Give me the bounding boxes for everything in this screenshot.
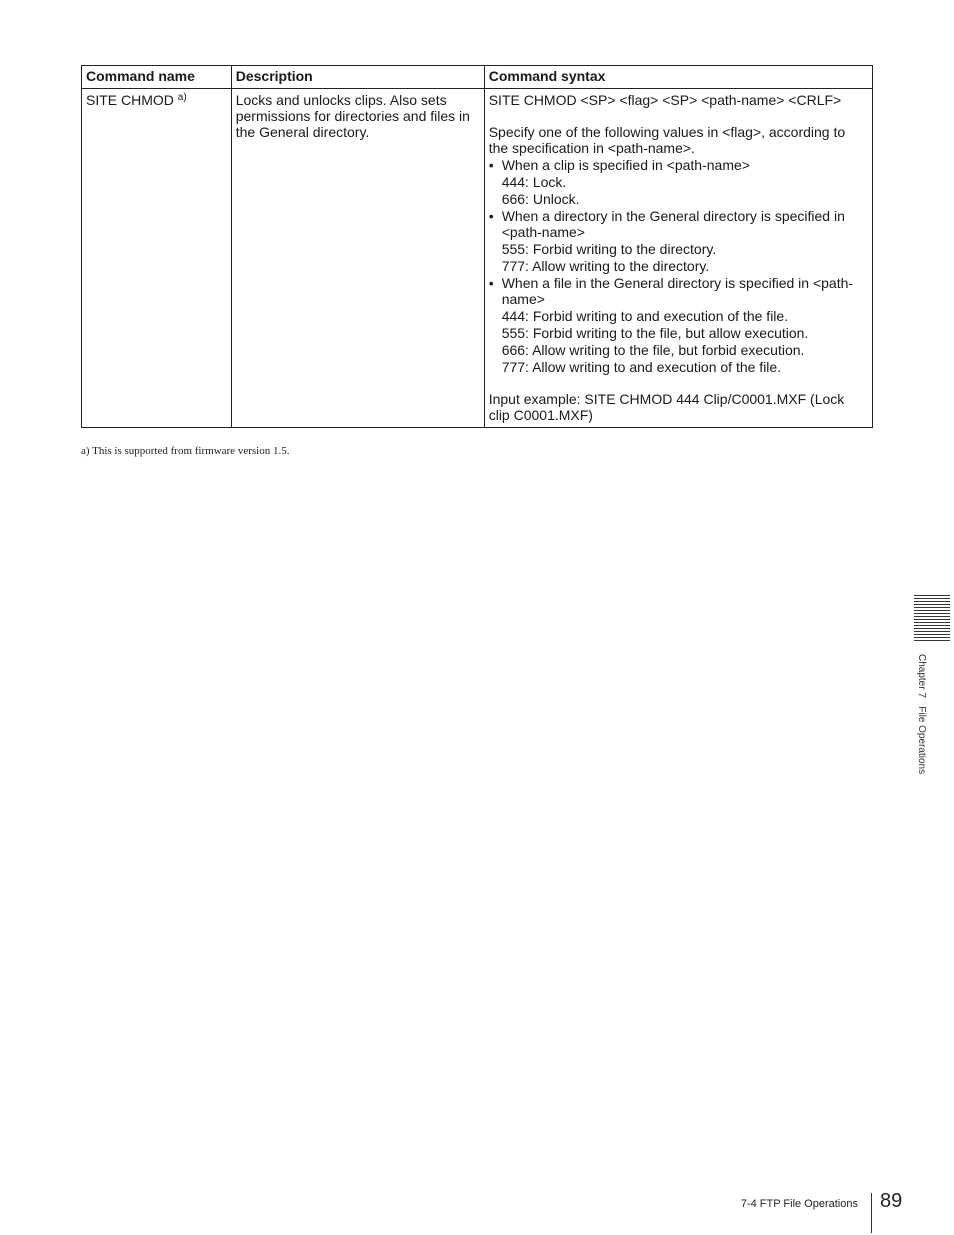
table-row	[82, 89, 873, 428]
syntax-intro: Specify one of the following values in <flag>, according to the specification in <path-name>.	[488, 124, 846, 156]
cell-command-name	[82, 89, 232, 428]
footer-divider	[871, 1193, 872, 1233]
flag-value: 555: Forbid writing to the directory.	[501, 241, 717, 257]
footnote-ref: a)	[177, 92, 187, 103]
header-command-syntax: Command syntax	[484, 66, 872, 89]
header-description: Description	[231, 66, 484, 89]
flag-value: 444: Forbid writing to and execution of the file.	[501, 308, 789, 324]
flag-value: 666: Allow writing to the file, but forbid execution.	[501, 342, 805, 358]
table-header-row	[82, 66, 873, 89]
chapter-side-label	[916, 654, 927, 774]
input-example: Input example: SITE CHMOD 444 Clip/C0001.MXF (Lock clip C0001.MXF)	[488, 391, 845, 423]
flag-value: 666: Unlock.	[501, 191, 580, 207]
command-name: SITE CHMOD	[86, 92, 174, 108]
syntax-line: SITE CHMOD <SP> <flag> <SP> <path-name> <CRLF>	[488, 92, 842, 108]
chapter-tab-marks	[914, 595, 950, 643]
footer-section-title: 7-4 FTP File Operations	[740, 1198, 858, 1210]
header-command-name: Command name	[82, 66, 232, 89]
cell-description: Locks and unlocks clips. Also sets permissions for directories and files in the General directory.	[231, 89, 484, 428]
cell-command-syntax	[484, 89, 872, 428]
flag-value: 777: Allow writing to the directory.	[501, 258, 710, 274]
command-table	[81, 65, 873, 428]
flag-value: 777: Allow writing to and execution of the file.	[501, 359, 782, 375]
footnote: a) This is supported from firmware version 1.5.	[81, 445, 290, 457]
page-number: 89	[880, 1190, 903, 1212]
condition-clip: • When a clip is specified in <path-name>	[489, 157, 868, 173]
flag-value: 555: Forbid writing to the file, but allow execution.	[501, 325, 809, 341]
condition-file: • When a file in the General directory is specified in <path-name>	[489, 275, 868, 307]
flag-value: 444: Lock.	[501, 174, 567, 190]
condition-directory: • When a directory in the General directory is specified in <path-name>	[489, 208, 868, 240]
chapter-number: Chapter 7	[916, 654, 927, 698]
chapter-title: File Operations	[916, 706, 927, 775]
